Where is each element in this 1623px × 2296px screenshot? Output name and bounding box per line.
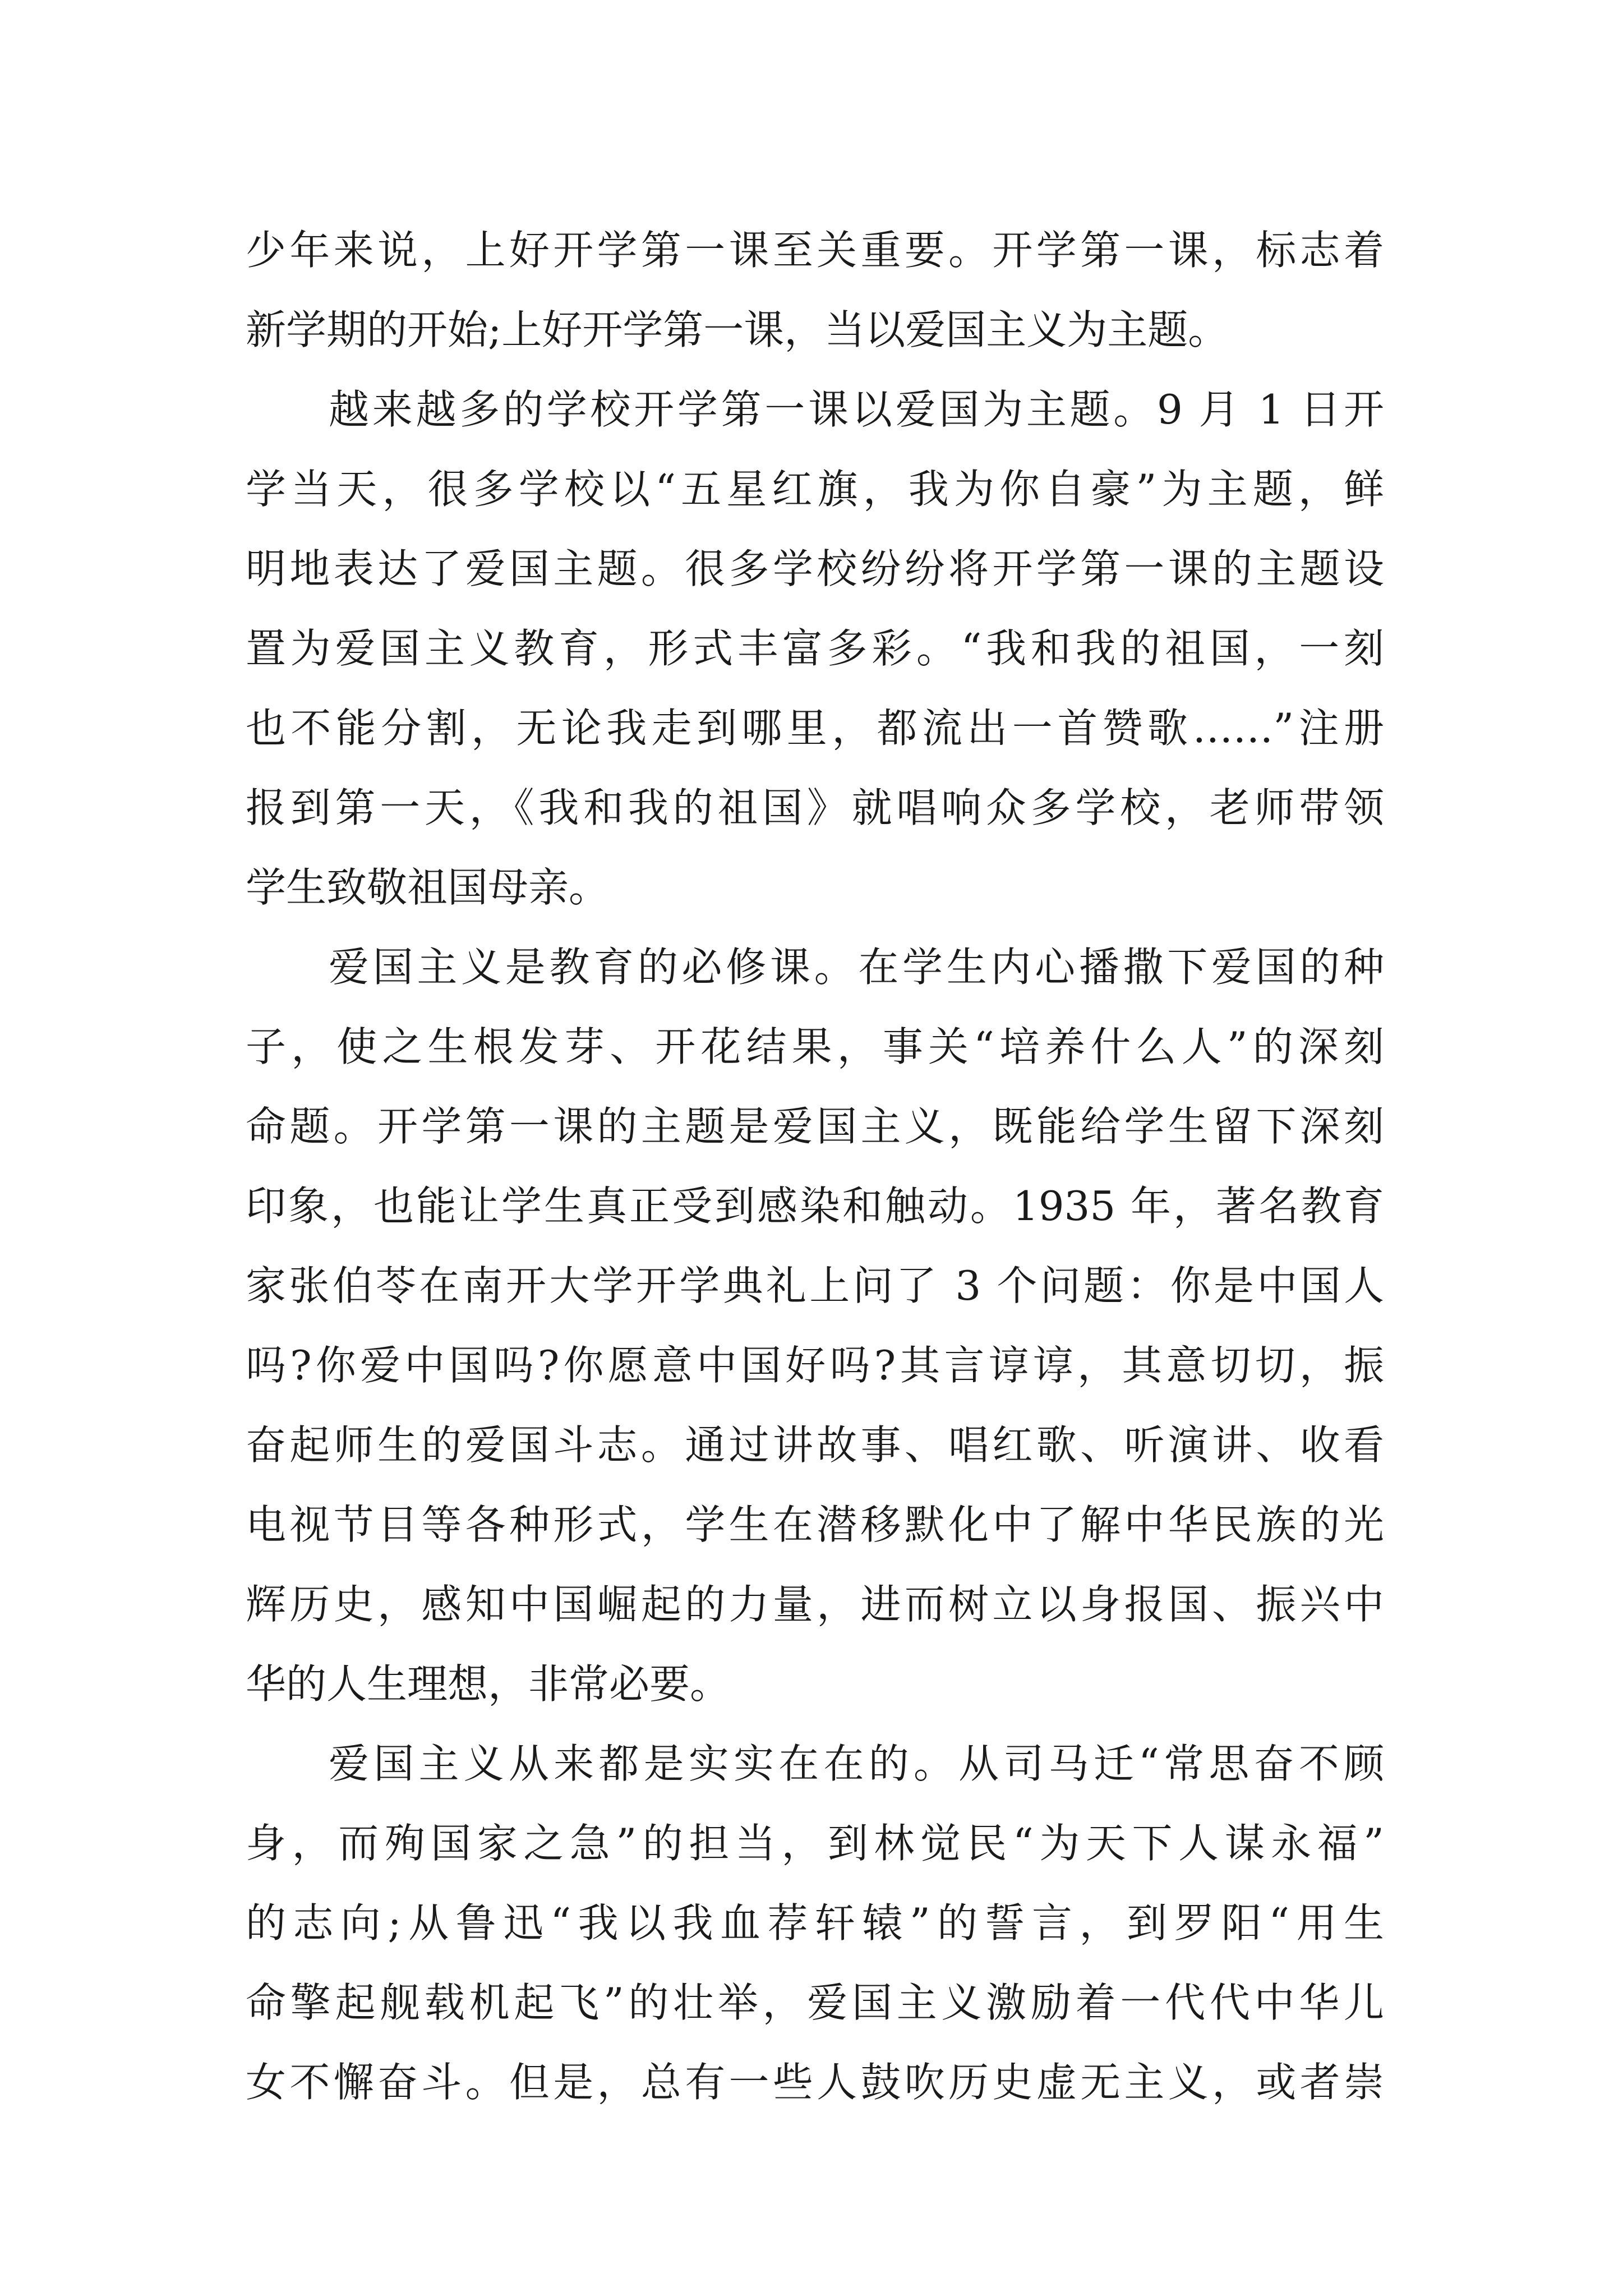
text-line: 少年来说，上好开学第一课至关重要。开学第一课，标志着 (246, 227, 1384, 274)
paragraph-start-line: 爱国主义从来都是实实在在的。从司马迁“常思奋不顾 (329, 1740, 1384, 1787)
text-line: 明地表达了爱国主题。很多学校纷纷将开学第一课的主题设 (246, 545, 1384, 592)
text-line: 奋起师生的爱国斗志。通过讲故事、唱红歌、听演讲、收看 (246, 1421, 1384, 1469)
text-line: 置为爱国主义教育，形式丰富多彩。“我和我的祖国，一刻 (246, 625, 1384, 672)
text-line: 命擎起舰载机起飞”的壮举，爱国主义激励着一代代中华儿 (246, 1979, 1384, 2026)
text-line: 身，而殉国家之急”的担当，到林觉民“为天下人谋永福” (246, 1820, 1384, 1867)
text-line: 印象，也能让学生真正受到感染和触动。1935 年，著名教育 (246, 1182, 1384, 1230)
body-text (246, 210, 1384, 2122)
text-line: 报到第一天，《我和我的祖国》就唱响众多学校，老师带领 (246, 784, 1384, 831)
text-line: 子，使之生根发芽、开花结果，事关“培养什么人”的深刻 (246, 1023, 1384, 1070)
paragraph-end-line: 华的人生理想，非常必要。 (246, 1660, 731, 1708)
text-line: 女不懈奋斗。但是，总有一些人鼓吹历史虚无主义，或者崇 (246, 2059, 1384, 2106)
text-line: 的志向;从鲁迅“我以我血荐轩辕”的誓言，到罗阳“用生 (246, 1899, 1384, 1947)
text-line: 命题。开学第一课的主题是爱国主义，既能给学生留下深刻 (246, 1103, 1384, 1150)
text-line: 辉历史，感知中国崛起的力量，进而树立以身报国、振兴中 (246, 1581, 1384, 1628)
text-line: 家张伯苓在南开大学开学典礼上问了 3 个问题：你是中国人 (246, 1262, 1384, 1309)
text-line: 也不能分割，无论我走到哪里，都流出一首赞歌……”注册 (246, 705, 1384, 752)
paragraph-start-line: 越来越多的学校开学第一课以爱国为主题。9 月 1 日开 (329, 386, 1384, 433)
paragraph-end-line: 学生致敬祖国母亲。 (246, 864, 610, 911)
paragraph-end-line: 新学期的开始;上好开学第一课，当以爱国主义为主题。 (246, 306, 1229, 353)
text-line: 吗?你爱中国吗?你愿意中国好吗?其言谆谆，其意切切，振 (246, 1342, 1384, 1389)
text-line: 学当天，很多学校以“五星红旗，我为你自豪”为主题，鲜 (246, 466, 1384, 513)
paragraph-start-line: 爱国主义是教育的必修课。在学生内心播撒下爱国的种 (329, 944, 1384, 991)
text-line: 电视节目等各种形式，学生在潜移默化中了解中华民族的光 (246, 1501, 1384, 1548)
